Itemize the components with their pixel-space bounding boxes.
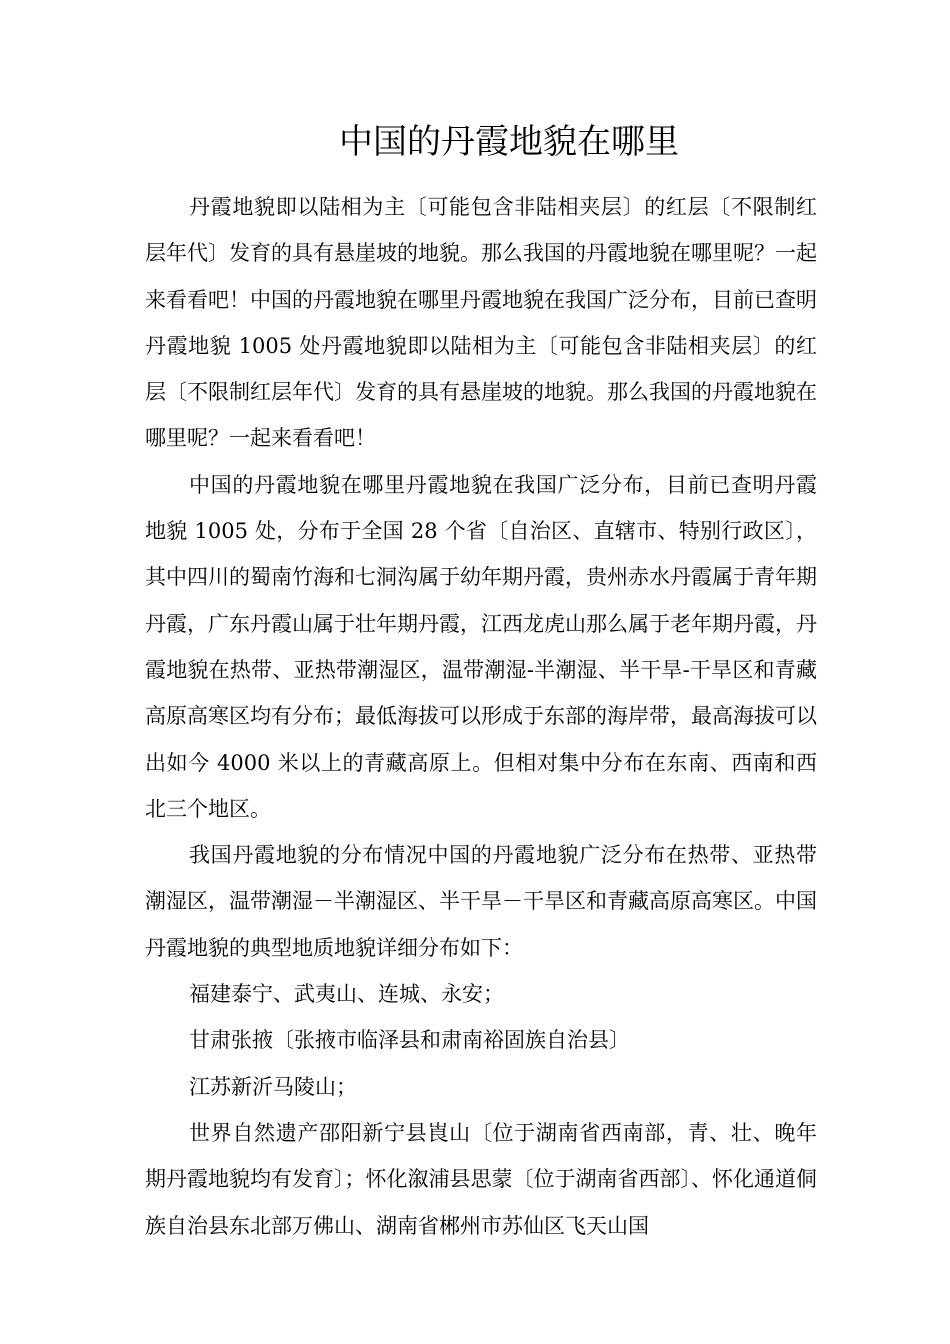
- paragraph-6: 江苏新沂马陵山；: [189, 1074, 357, 1099]
- paragraph-2: 中国的丹霞地貌在哪里丹霞地貌在我国广泛分布，目前已查明丹霞地貌 1005 处，分布于全国 28 个省〔自治区、直辖市、特别行政区〕，其中四川的蜀南竹海和七洞沟属于幼年期丹霞，贵州赤水丹霞属于青年期丹霞，广东丹霞山属于壮年期丹霞，江西龙虎山那么属于老年期丹霞，丹霞地貌在热带、亚热带潮湿区，温带潮湿-半潮湿、半干旱-干旱区和青藏高原高寒区均有分布；最低海拔可以形成于东部的海岸带，最高海拔可以出如今 4000 米以上的青藏高原上。但相对集中分布在东南、西南和西北三个地区。: [145, 472, 817, 821]
- paragraph-4: 福建泰宁、武夷山、连城、永安；: [189, 982, 504, 1007]
- paragraph-1: 丹霞地貌即以陆相为主〔可能包含非陆相夹层〕的红层〔不限制红层年代〕发育的具有悬崖坡的地貌。那么我国的丹霞地貌在哪里呢？一起来看看吧！中国的丹霞地貌在哪里丹霞地貌在我国广泛分布，目前已查明丹霞地貌 1005 处丹霞地貌即以陆相为主〔可能包含非陆相夹层〕的红层〔不限制红层年代〕发育的具有悬崖坡的地貌。那么我国的丹霞地貌在哪里呢？一起来看看吧！: [145, 195, 817, 451]
- paragraph-3: 我国丹霞地貌的分布情况中国的丹霞地貌广泛分布在热带、亚热带潮湿区，温带潮湿－半潮湿区、半干旱－干旱区和青藏高原高寒区。中国丹霞地貌的典型地质地貌详细分布如下：: [145, 843, 817, 960]
- document-body: [145, 184, 817, 1249]
- paragraph-7: 世界自然遗产邵阳新宁县崀山〔位于湖南省西南部，青、壮、晚年期丹霞地貌均有发育〕；怀化溆浦县思蒙〔位于湖南省西部〕、怀化通道侗族自治县东北部万佛山、湖南省郴州市苏仙区飞天山国: [145, 1120, 817, 1238]
- paragraph-5: 甘肃张掖〔张掖市临泽县和肃南裕固族自治县〕: [189, 1028, 630, 1053]
- document-title: 中国的丹霞地貌在哪里: [339, 122, 679, 162]
